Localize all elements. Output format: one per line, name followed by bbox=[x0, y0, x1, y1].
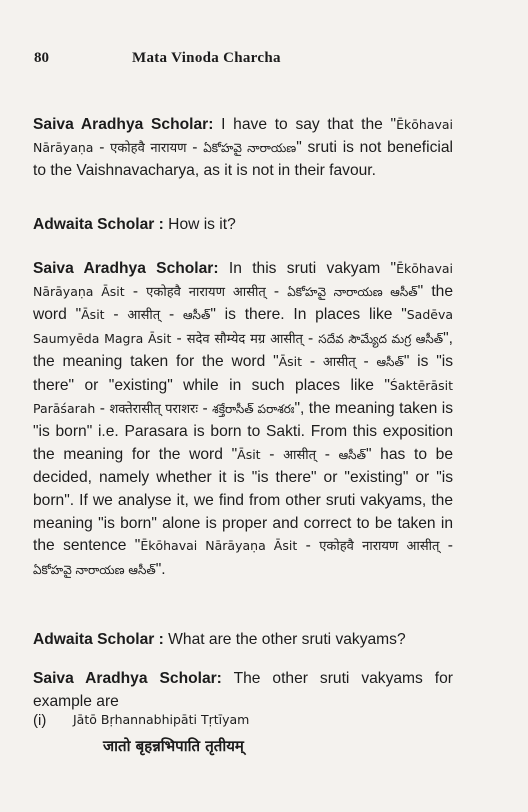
text-span: - bbox=[160, 306, 183, 324]
devanagari-text: आसीत् bbox=[322, 355, 356, 371]
transliteration: Ēkōhavai Nārāyaṇa Āsit bbox=[140, 538, 298, 554]
paragraph-4 bbox=[33, 629, 453, 652]
text-span: ". bbox=[155, 560, 166, 578]
transliteration: Āsit bbox=[237, 446, 261, 462]
telugu-text: శక్తేరాసీత్ పరాశరః bbox=[212, 401, 295, 416]
text-span: - bbox=[439, 537, 453, 555]
text-span: " is there. In places like " bbox=[210, 306, 407, 324]
devanagari-text: एकोहवै नारायण bbox=[110, 140, 187, 156]
text-span: - bbox=[355, 353, 377, 371]
text-span: - bbox=[124, 282, 147, 300]
text-span: " sruti is not beneficial to the Vaishnavacharya, as it is not in their favour. bbox=[33, 138, 453, 180]
text-span: How is it? bbox=[163, 216, 236, 233]
text-span: - bbox=[316, 445, 339, 463]
text-span: - bbox=[93, 138, 111, 156]
text-span: The other sruti vakyams for example are bbox=[33, 670, 453, 710]
text-span: - bbox=[95, 399, 110, 417]
devanagari-text: शक्तेरासीत् पराशरः bbox=[109, 401, 199, 417]
text-span: In this sruti vakyam " bbox=[218, 260, 397, 277]
devanagari-text: सदेव सौम्येद मग्र आसीत् bbox=[186, 331, 303, 347]
text-span: - bbox=[186, 138, 204, 156]
devanagari-text: एकोहवै नारायण आसीत् bbox=[319, 539, 440, 555]
page-number: 80 bbox=[34, 50, 49, 66]
text-span: - bbox=[104, 306, 128, 324]
devanagari-text: आसीत् bbox=[127, 308, 161, 324]
text-span: ", the meaning taken for the word " bbox=[33, 329, 453, 371]
transliteration: Āsit bbox=[278, 354, 303, 370]
text-span: - bbox=[302, 353, 323, 371]
paragraph-1 bbox=[33, 114, 453, 183]
speaker-label: Adwaita Scholar : bbox=[33, 631, 164, 648]
text-span: " has to be decided, namely whether it is "is there" or "existing" or "is born". If we analyse it, we find from other sruti vakyams, the meaning "is born" alone is proper and correct to be taken in the sentence " bbox=[33, 445, 454, 555]
text-span: " the word " bbox=[33, 282, 453, 324]
telugu-text: సదేవ సౌమ్యేద మగ్ర ఆసీత్ bbox=[318, 331, 444, 346]
speaker-label: Adwaita Scholar : bbox=[33, 216, 164, 233]
text-span: " is "is there" or "existing" while in such places like " bbox=[33, 353, 453, 394]
telugu-text: ఏకోహవై నారాయణ bbox=[203, 140, 297, 155]
speaker-label: Saiva Aradhya Scholar: bbox=[33, 116, 214, 133]
transliteration: Ēkōhavai Nārāyaṇa Āsit bbox=[33, 261, 454, 299]
item-label: (i) bbox=[33, 712, 47, 729]
text-span: What are the other sruti vakyams? bbox=[163, 631, 406, 648]
devanagari-text: एकोहवै नारायण आसीत् bbox=[146, 284, 266, 300]
running-title: Mata Vinoda Charcha bbox=[132, 50, 281, 66]
speaker-label: Saiva Aradhya Scholar: bbox=[33, 260, 219, 277]
text-span: - bbox=[297, 537, 320, 555]
telugu-text: ఏకోహవై నారాయణ ఆసీత్ bbox=[287, 284, 418, 299]
text-span: - bbox=[265, 282, 288, 300]
transliteration: Sadēva Saumyēda Magra Āsit bbox=[33, 307, 454, 346]
text-span: - bbox=[171, 329, 187, 347]
text-span: - bbox=[260, 445, 284, 463]
text-span: ", the meaning taken is "is born" i.e. Parasara is born to Sakti. From this exposition the meaning for the word " bbox=[33, 399, 454, 463]
paragraph-2 bbox=[33, 214, 453, 237]
telugu-text: ఆసీత్ bbox=[182, 308, 211, 323]
devanagari-text: आसीत् bbox=[283, 447, 317, 463]
transliteration: Ēkōhavai Nārāyaṇa bbox=[33, 117, 454, 155]
paragraph-3 bbox=[33, 258, 453, 581]
item-devanagari: जातो बृहन्नभिपाति तृतीयम् bbox=[103, 737, 244, 755]
item-transliteration: Jātō Bṛhannabhipāti Tṛtīyam bbox=[73, 712, 250, 727]
speaker-label: Saiva Aradhya Scholar: bbox=[33, 670, 222, 687]
transliteration: Āsit bbox=[81, 307, 105, 323]
text-span: - bbox=[198, 399, 213, 417]
paragraph-5 bbox=[33, 668, 453, 713]
telugu-text: ఆసీత్ bbox=[338, 447, 366, 462]
telugu-text: ఆసీత్ bbox=[376, 355, 404, 370]
text-span: - bbox=[302, 329, 319, 347]
telugu-text: ఏకోహవై నారాయణ ఆసీత్ bbox=[33, 562, 156, 577]
transliteration: Śaktērāsit Parāśarah bbox=[33, 377, 453, 416]
text-span: I have to say that the " bbox=[213, 116, 397, 133]
